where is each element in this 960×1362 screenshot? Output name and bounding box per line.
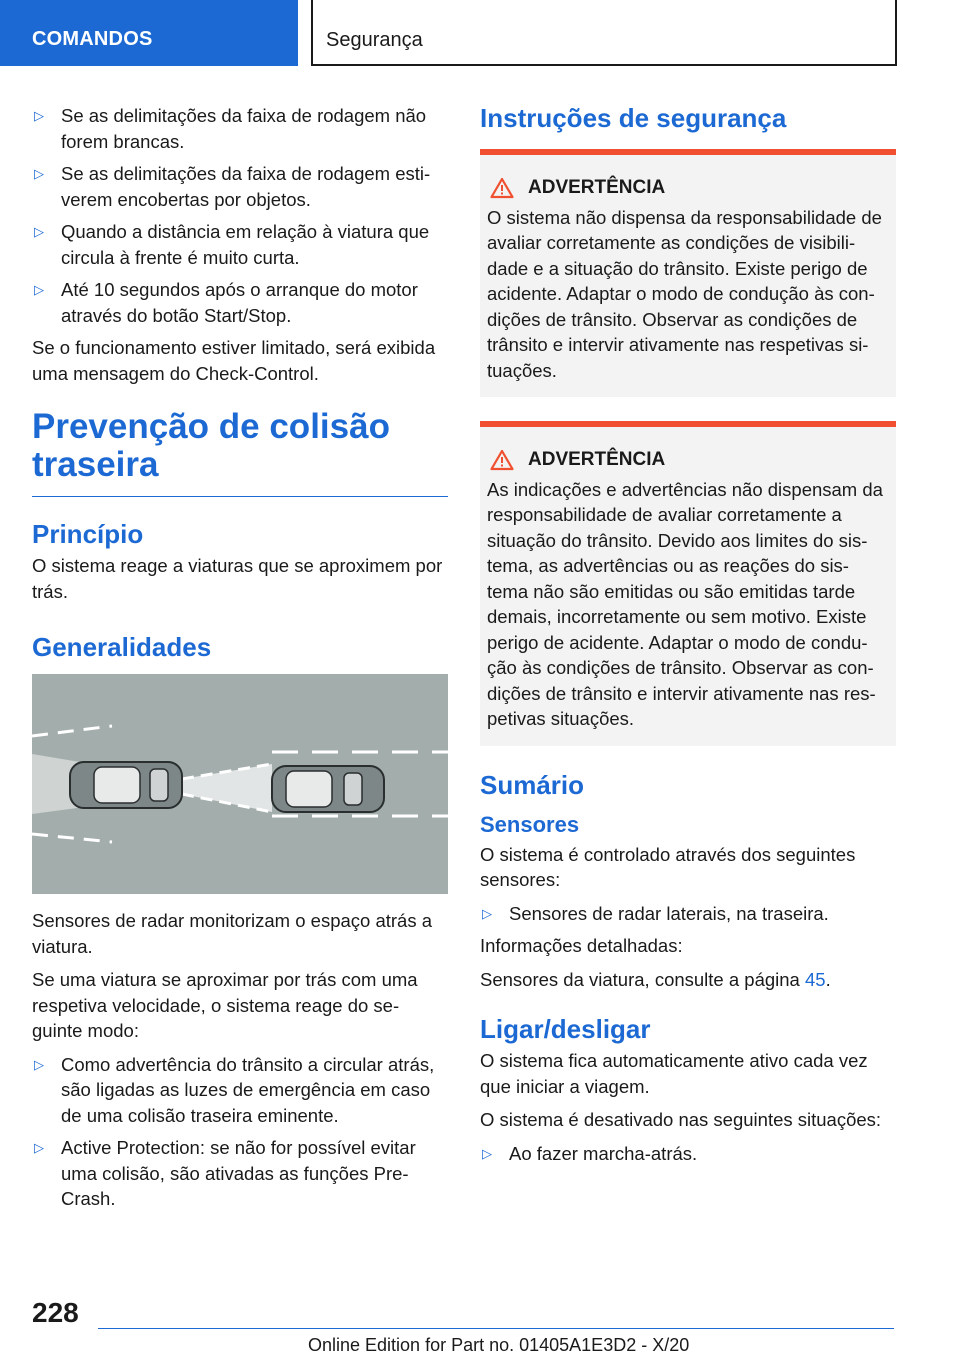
- list-item: ▷ Ao fazer marcha-atrás.: [480, 1141, 896, 1167]
- info-label: Informações detalhadas:: [480, 935, 683, 956]
- front-car: [272, 766, 384, 812]
- bullet-triangle-icon: ▷: [482, 1145, 492, 1161]
- rear-car: [70, 762, 182, 808]
- list-item: ▷ Active Protection: se não for possível evitar uma colisão, são ativadas as funções Pre-Crash.: [34, 1137, 416, 1209]
- warning-triangle-icon: [490, 449, 514, 471]
- section-tab: [0, 0, 298, 66]
- page-number: 228: [32, 1297, 79, 1328]
- warning-triangle-icon: [490, 177, 514, 199]
- bullet-triangle-icon: ▷: [34, 108, 44, 123]
- topic-title: Segurança: [326, 29, 423, 51]
- right-column: [480, 103, 896, 1173]
- sensores-text: Sensores de radar monitorizam o espaço atrás a viatura.: [32, 910, 433, 957]
- sumario-heading: Sumário: [480, 769, 585, 800]
- limitations-list: [32, 103, 448, 328]
- warning-box: [480, 149, 896, 397]
- topic-header: [311, 0, 897, 66]
- bullet-triangle-icon: ▷: [34, 282, 44, 297]
- principio-text: O sistema reage a viaturas que se aproximem por trás.: [32, 555, 443, 602]
- ligar-text: O sistema fica automaticamente ativo cada vez que iniciar a viagem.: [480, 1050, 868, 1097]
- bullet-triangle-icon: ▷: [34, 1140, 44, 1155]
- sensores-heading: Sensores: [480, 811, 580, 837]
- limited-text: Se o funcionamento estiver limitado, será exibida uma mensagem do Check-Control.: [32, 337, 436, 384]
- instrucoes-heading: Instruções de segurança: [480, 103, 787, 133]
- rear-radar-illustration: [32, 674, 448, 894]
- list-item: ▷ Até 10 segundos após o arranque do motor através do botão Start/Stop.: [34, 279, 418, 326]
- reaction-list: [32, 1052, 448, 1212]
- bullet-triangle-icon: ▷: [482, 905, 492, 921]
- warning-title: ADVERTÊNCIA: [528, 449, 666, 470]
- list-item: ▷ Se as delimitações da faixa de rodagem não forem brancas.: [34, 105, 427, 152]
- desativado-list: [480, 1141, 896, 1167]
- heading-divider: [32, 496, 448, 497]
- page-link[interactable]: 45: [805, 968, 826, 990]
- list-item: ▷ Sensores de radar laterais, na traseira.: [480, 901, 896, 927]
- sensores-text: O sistema é controlado através dos seguintes sensores:: [480, 843, 856, 890]
- list-item: ▷ Se as delimitações da faixa de rodagem esti-verem encobertas por objetos.: [34, 163, 431, 210]
- list-item: ▷ Quando a distância em relação à viatura que circula à frente é muito curta.: [34, 221, 430, 268]
- list-item: ▷ Como advertência do trânsito a circular atrás, são ligadas as luzes de emergência em caso de uma colisão traseira eminente.: [34, 1053, 435, 1126]
- generalidades-heading: Generalidades: [32, 632, 212, 662]
- footer-edition: Online Edition for Part no. 01405A1E3D2 - X/20: [308, 1335, 690, 1355]
- section-heading: Prevenção de colisão traseira: [32, 407, 390, 484]
- bullet-triangle-icon: ▷: [34, 224, 44, 239]
- warning-title: ADVERTÊNCIA: [528, 177, 666, 198]
- warning-text: O sistema não dispensa da responsabilidade de avaliar corretamente as condições de visibili-dade e a situação do trânsito. Existe perigo de acidente. Adaptar o modo de condução às con-dições de trânsito. Observar as condições de trânsito e intervir ativamente nas respetivas si-tuações.: [487, 206, 882, 381]
- left-column: [32, 103, 448, 1219]
- sensores-list: [480, 901, 896, 927]
- desativado-text: O sistema é desativado nas seguintes situações:: [480, 1109, 882, 1130]
- page-reference: Sensores da viatura, consulte a página 45.: [480, 968, 831, 990]
- bullet-triangle-icon: ▷: [34, 1056, 44, 1072]
- warning-text: As indicações e advertências não dispensam da responsabilidade de avaliar corretamente a situação do trânsito. Devido aos limites do sis-tema, as advertências ou as reações do sis-tema não são emitidas ou são emitidas tarde demais, incorretamente ou sem motivo. Existe perigo de acidente. Adaptar o modo de condu-ção às condições de trânsito. Observar as con-dições de trânsito e intervir ativamente nas res-petivas situações.: [487, 478, 883, 729]
- ligar-heading: Ligar/desligar: [480, 1014, 651, 1044]
- warning-box: [480, 421, 896, 746]
- approach-text: Se uma viatura se aproximar por trás com uma respetiva velocidade, o sistema reage do se-guinte modo:: [32, 969, 418, 1041]
- bullet-triangle-icon: ▷: [34, 166, 44, 181]
- section-title: COMANDOS: [32, 28, 153, 50]
- footer-divider: [98, 1328, 894, 1329]
- principio-heading: Princípio: [32, 519, 144, 549]
